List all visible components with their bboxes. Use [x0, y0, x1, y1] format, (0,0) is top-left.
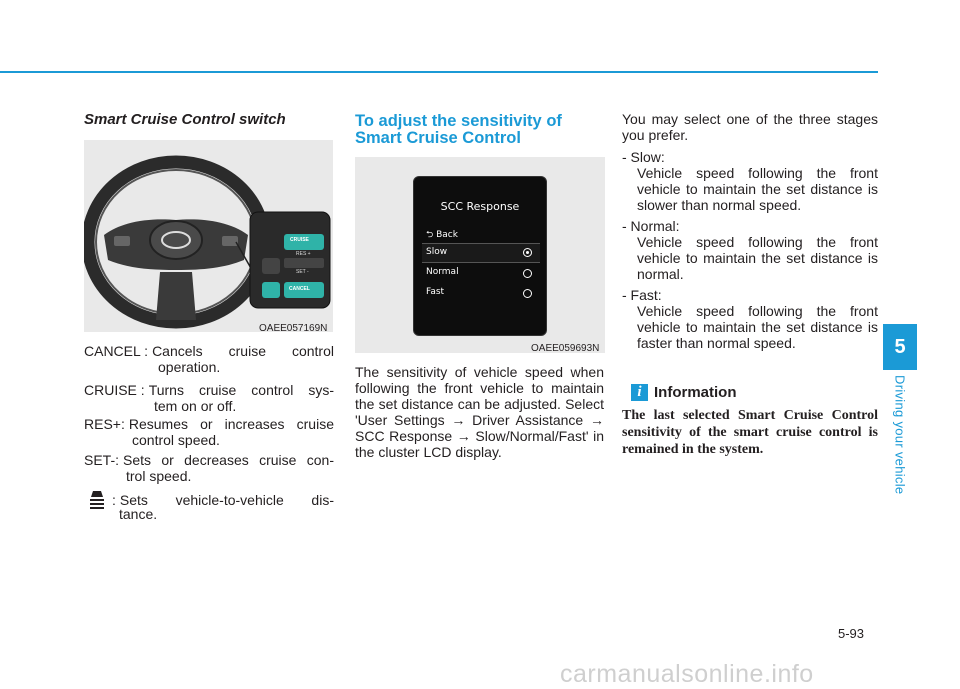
information-icon: i [631, 384, 648, 401]
back-arrow-icon: ⮌ [426, 230, 434, 240]
stage-label: - Fast: [622, 287, 662, 303]
stage-item [622, 149, 878, 213]
stage-desc: Vehicle speed following the front vehicle to maintain the set distance is slower than normal speed. [637, 165, 878, 213]
lcd-back [426, 227, 458, 243]
chapter-title-text: Driving your vehicle [892, 375, 908, 495]
def-cont: operation. [158, 359, 221, 375]
option-normal: Normal [426, 267, 459, 277]
def-text: Sets or decreases cruise con- [123, 452, 334, 468]
def-key: SET-: [84, 452, 120, 468]
def-text: Sets vehicle-to-vehicle dis- [119, 492, 334, 508]
def-cont: tem on or off. [154, 398, 237, 414]
option-slow: Slow [426, 247, 448, 257]
radio-icon [523, 269, 532, 278]
def-text: Resumes or increases cruise [128, 416, 334, 432]
def-distance [84, 488, 334, 522]
def-cont: trol speed. [126, 468, 192, 484]
information-header [631, 384, 737, 401]
section-heading: Smart Cruise Control switch [84, 111, 286, 128]
stage-list [622, 149, 878, 351]
image-caption: OAEE057169N [259, 323, 328, 334]
intro-paragraph: You may select one of the three stages you prefer. [622, 111, 878, 143]
cluster-lcd-illustration [355, 157, 605, 353]
def-key: CRUISE : [84, 382, 145, 398]
lcd-screen [413, 176, 547, 336]
information-title: Information [654, 384, 737, 401]
steering-wheel-illustration [84, 140, 333, 332]
lcd-option-row [422, 244, 540, 263]
def-key: : [112, 492, 116, 508]
def-set [84, 452, 334, 484]
stage-desc: Vehicle speed following the front vehicle to maintain the set distance is normal. [637, 234, 878, 282]
def-res [84, 416, 334, 448]
def-cruise [84, 382, 334, 414]
stage-desc: Vehicle speed following the front vehicle to maintain the set distance is faster than normal speed. [637, 303, 878, 351]
vehicle-distance-icon [86, 488, 108, 512]
lcd-option-row [422, 264, 540, 282]
cancel-label: CANCEL [289, 286, 310, 292]
res-label: RES + [296, 251, 311, 257]
heading-line1: To adjust the sensitivity of [355, 112, 562, 130]
watermark: carmanualsonline.info [560, 660, 814, 688]
set-label: SET - [296, 269, 309, 275]
heading-line2: Smart Cruise Control [355, 129, 521, 147]
def-key: CANCEL : [84, 343, 149, 359]
stage-label: - Slow: [622, 149, 665, 165]
def-text: Cancels cruise control [152, 343, 334, 359]
stage-item [622, 218, 878, 282]
body-paragraph: The sensitivity of vehicle speed when following the front vehicle to maintain the set distance can be adjusted. Select 'User Settings → Driver Assistance → SCC Response → Slow/Normal/Fast' in the cluster LCD display. [355, 364, 604, 460]
stage-label: - Normal: [622, 218, 680, 234]
back-label: Back [436, 230, 458, 240]
chapter-tab: 5 [883, 324, 917, 370]
def-cont: tance. [119, 506, 158, 522]
lcd-title: SCC Response [440, 200, 520, 213]
page-number: 5-93 [838, 626, 865, 641]
header-rule [0, 71, 878, 73]
def-text: Turns cruise control sys- [148, 382, 334, 398]
def-key: RES+: [84, 416, 125, 432]
cruise-label: CRUISE [290, 237, 309, 243]
radio-selected-icon [523, 248, 532, 257]
option-fast: Fast [426, 287, 445, 297]
subsection-heading [355, 113, 562, 147]
chapter-title [888, 375, 912, 505]
information-body: The last selected Smart Cruise Control sensitivity of the smart cruise control is remained in the system. [622, 408, 878, 457]
def-cancel [84, 343, 334, 375]
radio-icon [523, 289, 532, 298]
steering-wheel-icon [84, 140, 333, 332]
lcd-option-row [422, 284, 540, 302]
stage-item [622, 287, 878, 351]
image-caption: OAEE059693N [531, 343, 600, 354]
def-cont: control speed. [132, 432, 220, 448]
